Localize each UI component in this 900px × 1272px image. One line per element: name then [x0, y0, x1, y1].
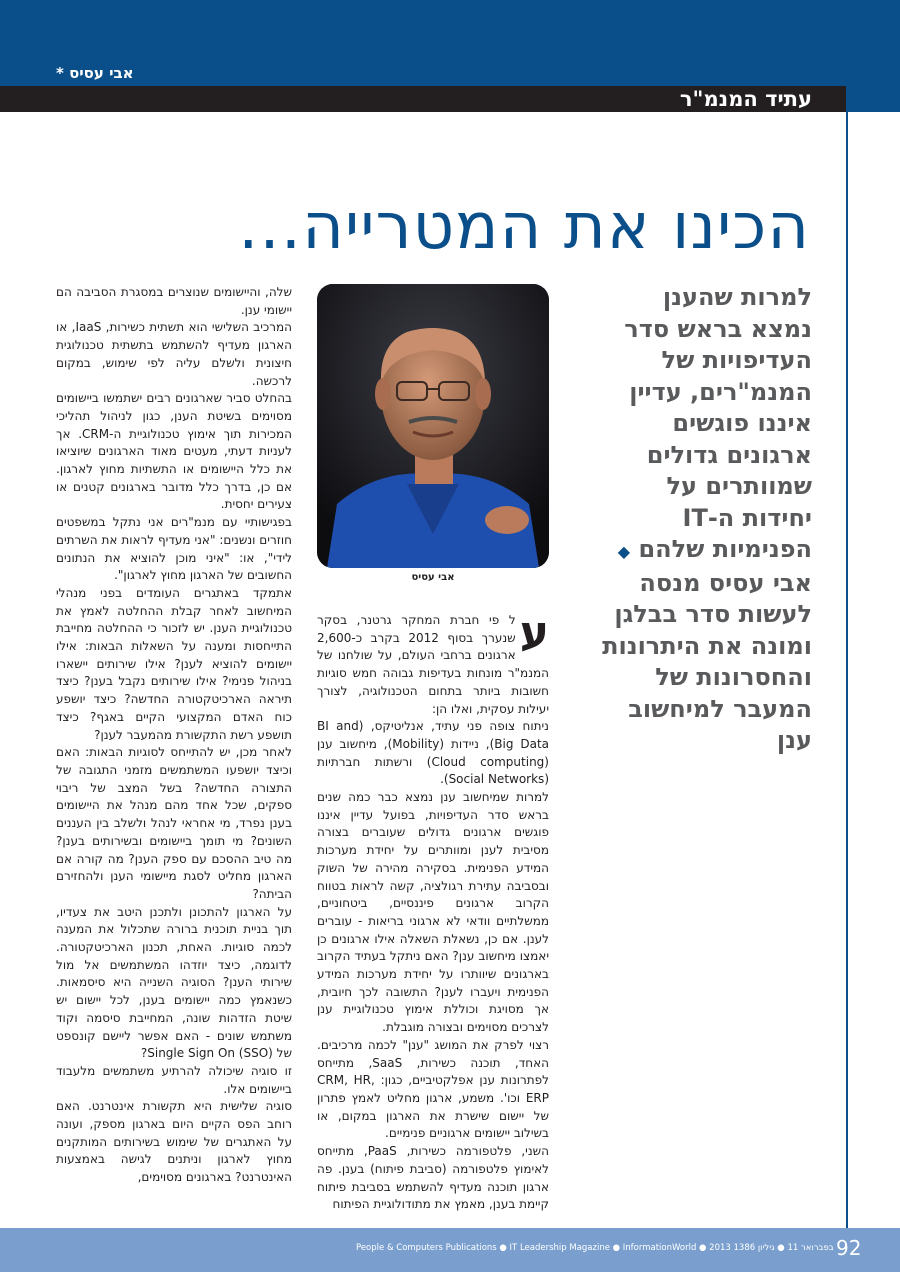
paragraph: בפגישותיי עם מנמ"רים אני נתקל במשפטים חוזרים ונשנים: "אני מעדיף לראות את השרתים לידי", או: "איני מוכן להוציא את הנתונים החשובים של הארגון מחוץ לארגון". — [56, 515, 292, 583]
paragraph: בהחלט סביר שארגונים רבים ישתמשו ביישומים מסוימים בשיטת הענן, כגון לניהול תהליכי המכירות תוך אימוץ טכנולוגיית ה-CRM. אך לעניות דעתי, מעטים מאוד הארגונים שיוציאו את כלל היישומים או התשתיות מחוץ לארגון. אם כן, בדרך כלל מדובר בארגונים קטנים או צעירים יחסית. — [56, 391, 292, 512]
paragraph: רצוי לפרק את המושג "ענן" לכמה מרכיבים. האחד, תוכנה כשירות, SaaS, מתייחס לפתרונות ענן אפלקטיביים, כגון: CRM, HR, ERP וכו'. משמע, ארגון מחליט לאמץ פתרון של יישום שישרת את הארגון במקום, או בשילוב יישומים ארגוניים פנימיים. — [317, 1037, 549, 1141]
paragraph: השני, פלטפורמה כשירות, PaaS, מתייחס לאימוץ פלטפורמה (סביבת פיתוח) בענן. פה ארגון תוכנה מעדיף להשתמש בסביבת פיתוח קיימת בענן, מאמץ את מתודולוגיית הפיתוח — [317, 1144, 549, 1212]
section-bar — [0, 86, 846, 112]
diamond-icon: ◆ — [617, 542, 631, 561]
article-headline: הכינו את המטרייה... — [238, 190, 810, 264]
article-lead — [594, 282, 812, 757]
section-title: עתיד המנמ"ר — [679, 87, 812, 111]
paragraph: המרכיב השלישי הוא תשתית כשירות, IaaS, או הארגון מעדיף להשתמש בתשתית טכנולוגית חיצונית ולשלם עליה לפי שימוש, במקום לרכשה. — [56, 320, 293, 388]
author-tag: אבי עסיס * — [56, 64, 134, 82]
paragraph: אתמקד באתגרים העומדים בפני מנהלי המיחשוב לאחר קבלת ההחלטה לאמץ את טכנולוגיית הענן. יש לזכור כי ההחלטה מחייבת התייחסות ומענה על השאלות הבאות: אילו יישומים להוציא לענן? אילו שירותים יישארו בניהול פנימי? אילו שירותים נקבל בענן? כיצד תיראה הארכיטקטורה החדשה? כיצד יושפע כוח האדם המקצועי הקיים באגף? כיצד תושפע רשת התקשורת מהמעבר לענן? — [56, 585, 292, 742]
paragraph: על הארגון להתכונן ולתכנן היטב את צעדיו, תוך בניית תוכנית ברורה שתכלול את המענה לכמה סוגיות. האחת, תכנון הארכיטקטורה. לדוגמה, כיצד יוזדהו המשתמשים אל מול שירותי הענן? הסוגיה השנייה היא סיסמאות. כשנאמץ כמה יישומים בענן, לכל יישום יש שיטת הזדהות שונה, המחייבת סיסמה וקוד משתמש שונים - האם אפשר ליישם קונספט של (Single Sign On (SSO? — [56, 904, 292, 1061]
article-column-left — [56, 284, 292, 1187]
article-column-middle — [317, 607, 550, 1214]
footer-credits: People & Computers Publications ● IT Leadership Magazine ● InformationWorld ● 2013 בפברואר 11 ● גיליון 1386 — [356, 1243, 834, 1253]
photo-caption: אבי עסיס — [411, 572, 455, 583]
page-number: 92 — [836, 1236, 862, 1260]
author-photo — [317, 284, 549, 568]
lead-text-part1: למרות שהענן נמצא בראש סדר העדיפויות של המנמ"רים, עדיין איננו פוגשים ארגונים גדולים שמוותרים על יחידות ה-IT הפנימיות שלהם — [624, 283, 812, 563]
paragraph: ל פי חברת המחקר גרטנר, בסקר שנערך בסוף 2012 בקרב כ-2,600 ארגונים ברחבי העולם, על שולחנו של המנמ"ר מונחות בעדיפות גבוהה חמש סוגיות חשובות ביותר בתחום הטכנולוגיה, לצורך יעילות עסקית, ואלו הן: — [317, 613, 549, 716]
paragraph: למרות שמיחשוב ענן נמצא כבר כמה שנים בראש סדר העדיפויות, בפועל עדיין איננו פוגשים ארגונים גדולים שעוברים בצורה מסיבית לענן ומוותרים על יחידת מערכות המידע הפנימית. בסקירה מהירה של השוק ובסביבה עתירת רגולציה, קשה לראות בטווח הקרוב ארגונים פיננסיים, ביטחוניים, ממשלתיים וודאי לא ארגוני בריאות - עוברים לענן. אם כן, נשאלת השאלה אילו ארגונים כן יאמצו מיחשוב ענן? האם ניתקל בעתיד הקרוב בארגונים שיוותרו על יחידת מערכות המידע הפנימית ויעברו לענן? התשובה לכך חיובית, אך מסויגת וכוללת אימוץ טכנולוגיית ענן לצרכים מסוימים ובצורה מוגבלת. — [317, 790, 549, 1035]
paragraph: ניתוח צופה פני עתיד, אנליטיקס, (BI and Big Data), ניידות (Mobility), מיחשוב ענן (Cloud computing) ורשתות חברתיות (Social Networks). — [317, 719, 550, 787]
paragraph: זו סוגיה שיכולה להרתיע משתמשים מלעבוד ביישומים אלו. — [56, 1063, 292, 1096]
page-footer — [0, 1228, 900, 1272]
page-edge-tab — [846, 86, 900, 112]
drop-cap: ע — [519, 607, 549, 658]
top-banner — [0, 0, 900, 86]
paragraph: סוגיה שלישית היא תקשורת אינטרנט. האם רוחב הפס הקיים היום בארגון מספק, ועונה על האתגרים של שימוש בשירותים המותקנים מחוץ לארגון וניתנים לגישה באמצעות האינטרנט? בארגונים מסוימים, — [56, 1099, 292, 1185]
page-edge-rule — [846, 86, 900, 1228]
lead-text-part2: אבי עסיס מנסה לעשות סדר בבלגן ומונה את היתרונות והחסרונות של המעבר למיחשוב ענן — [602, 568, 812, 754]
paragraph: שלה, והיישומים שנוצרים במסגרת הסביבה הם יישומי ענן. — [56, 285, 292, 317]
paragraph: לאחר מכן, יש להתייחס לסוגיות הבאות: האם וכיצד יושפעו המשתמשים מזמני התגובה של התצורה החדשה? בשל המצב של ריבוי ספקים, שכל אחד מהם מנהל את היישומים בענן נפרד, מי אחראי לנהל ולשלב בין העננים השונים? מי תומך ביישומים ובשירותים בענן? מה טיב ההסכם עם ספק הענן? מה קורה אם הארגון מחליט לסגת מיישומי הענן ולהחזירם הביתה? — [56, 745, 292, 901]
